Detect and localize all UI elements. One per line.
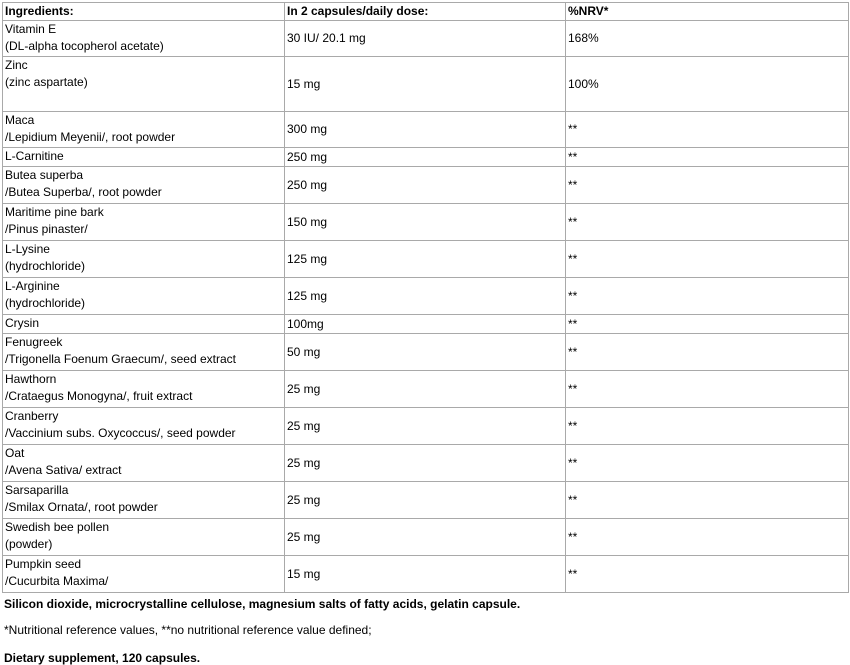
dose-cell: 50 mg	[285, 334, 566, 371]
ingredient-detail: (hydrochloride)	[5, 296, 86, 310]
dose-cell: 25 mg	[285, 482, 566, 519]
table-row	[3, 204, 849, 241]
table-row	[3, 57, 849, 112]
ingredient-cell	[3, 315, 285, 334]
package-info: Dietary supplement, 120 capsules.	[4, 651, 201, 665]
ingredient-name: Maritime pine bark	[5, 205, 104, 219]
table-row	[3, 371, 849, 408]
nrv-cell: **	[566, 241, 849, 278]
ingredient-name: Swedish bee pollen	[5, 520, 110, 534]
nrv-cell: **	[566, 112, 849, 148]
nrv-cell: **	[566, 408, 849, 445]
nrv-cell: **	[566, 204, 849, 241]
nrv-cell: 100%	[566, 57, 849, 112]
table-row	[3, 556, 849, 593]
nrv-footnote: *Nutritional reference values, **no nutritional reference value defined;	[4, 623, 372, 637]
header-nrv: %NRV*	[566, 3, 849, 21]
ingredient-name: Cranberry	[5, 409, 59, 423]
ingredient-name: L-Lysine	[5, 242, 50, 256]
dose-cell: 125 mg	[285, 278, 566, 315]
ingredient-name: Oat	[5, 446, 25, 460]
ingredient-cell	[3, 204, 285, 241]
dose-cell: 125 mg	[285, 241, 566, 278]
ingredient-cell	[3, 112, 285, 148]
header-dose: In 2 capsules/daily dose:	[285, 3, 566, 21]
ingredient-name: L-Arginine	[5, 279, 60, 293]
table-row	[3, 519, 849, 556]
ingredient-detail: /Lepidium Meyenii/, root powder	[5, 130, 176, 144]
ingredient-detail: (zinc aspartate)	[5, 75, 88, 89]
table-row	[3, 241, 849, 278]
table-row	[3, 445, 849, 482]
nrv-cell: **	[566, 167, 849, 204]
dose-cell: 100mg	[285, 315, 566, 334]
dose-cell: 150 mg	[285, 204, 566, 241]
nrv-cell: **	[566, 482, 849, 519]
ingredient-detail: /Smilax Ornata/, root powder	[5, 500, 158, 514]
table-row	[3, 482, 849, 519]
ingredient-name: L-Carnitine	[5, 149, 64, 163]
nrv-cell: **	[566, 445, 849, 482]
ingredients-table	[2, 2, 849, 593]
nrv-cell: **	[566, 148, 849, 167]
ingredient-name: Pumpkin seed	[5, 557, 82, 571]
ingredient-cell	[3, 482, 285, 519]
table-row	[3, 148, 849, 167]
dose-cell: 25 mg	[285, 445, 566, 482]
dose-cell: 30 IU/ 20.1 mg	[285, 21, 566, 57]
dose-cell: 250 mg	[285, 167, 566, 204]
ingredient-name: Fenugreek	[5, 335, 63, 349]
header-ingredients: Ingredients:	[3, 3, 285, 21]
dose-cell: 15 mg	[285, 556, 566, 593]
ingredient-cell	[3, 167, 285, 204]
ingredient-name: Sarsaparilla	[5, 483, 69, 497]
table-row	[3, 167, 849, 204]
ingredient-detail: (powder)	[5, 537, 53, 551]
dose-cell: 25 mg	[285, 519, 566, 556]
nrv-cell: **	[566, 278, 849, 315]
ingredient-cell	[3, 556, 285, 593]
nrv-cell: **	[566, 315, 849, 334]
ingredient-cell	[3, 21, 285, 57]
ingredient-cell	[3, 445, 285, 482]
dose-cell: 300 mg	[285, 112, 566, 148]
ingredient-name: Hawthorn	[5, 372, 57, 386]
ingredient-detail: /Avena Sativa/ extract	[5, 463, 122, 477]
ingredient-cell	[3, 241, 285, 278]
table-row	[3, 112, 849, 148]
ingredient-detail: /Butea Superba/, root powder	[5, 185, 162, 199]
ingredient-name: Vitamin E	[5, 22, 57, 36]
dose-cell: 25 mg	[285, 408, 566, 445]
ingredient-cell	[3, 334, 285, 371]
ingredient-cell	[3, 408, 285, 445]
nrv-cell: **	[566, 334, 849, 371]
ingredient-cell	[3, 57, 285, 112]
table-row	[3, 21, 849, 57]
ingredient-detail: /Cucurbita Maxima/	[5, 574, 109, 588]
dose-cell: 250 mg	[285, 148, 566, 167]
nrv-cell: **	[566, 519, 849, 556]
ingredient-name: Crysin	[5, 316, 40, 330]
ingredient-name: Butea superba	[5, 168, 84, 182]
other-ingredients-text: Silicon dioxide, microcrystalline cellulose, magnesium salts of fatty acids, gelatin capsule.	[4, 597, 521, 611]
ingredient-detail: (hydrochloride)	[5, 259, 86, 273]
dose-cell: 25 mg	[285, 371, 566, 408]
nrv-cell: **	[566, 556, 849, 593]
table-row	[3, 278, 849, 315]
ingredient-cell	[3, 148, 285, 167]
ingredient-detail: (DL-alpha tocopherol acetate)	[5, 39, 164, 53]
table-header-row	[3, 3, 849, 21]
ingredient-cell	[3, 519, 285, 556]
ingredient-detail: /Vaccinium subs. Oxycoccus/, seed powder	[5, 426, 236, 440]
ingredient-cell	[3, 278, 285, 315]
nrv-cell: 168%	[566, 21, 849, 57]
ingredient-name: Maca	[5, 113, 35, 127]
ingredient-name: Zinc	[5, 58, 28, 72]
ingredient-cell	[3, 371, 285, 408]
table-row	[3, 408, 849, 445]
table-row	[3, 334, 849, 371]
table-row	[3, 315, 849, 334]
dose-cell: 15 mg	[285, 57, 566, 112]
ingredient-detail: /Pinus pinaster/	[5, 222, 88, 236]
ingredient-detail: /Crataegus Monogyna/, fruit extract	[5, 389, 193, 403]
ingredient-detail: /Trigonella Foenum Graecum/, seed extract	[5, 352, 236, 366]
nrv-cell: **	[566, 371, 849, 408]
